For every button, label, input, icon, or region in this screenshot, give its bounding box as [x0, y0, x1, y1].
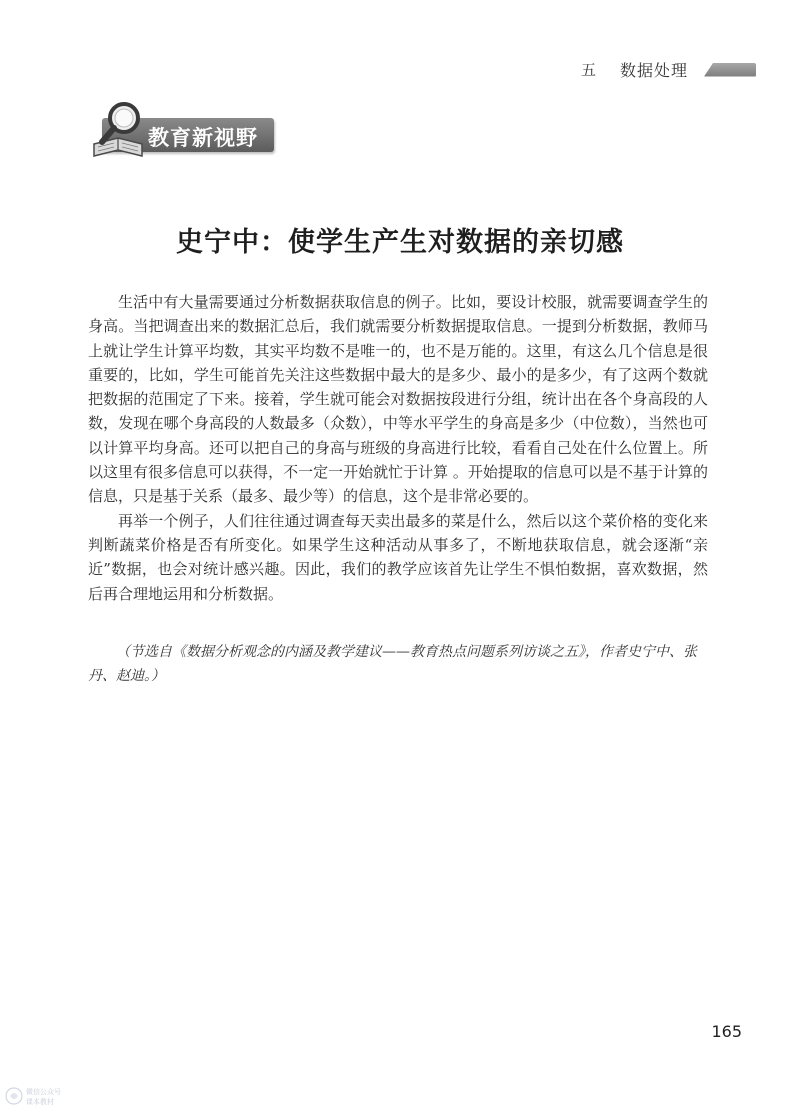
paragraph: 再举一个例子，人们往往通过调查每天卖出最多的菜是什么，然后以这个菜价格的变化来判断蔬菜价格是否有所变化。如果学生这种活动从事多了，不断地获取信息，就会逐渐“亲近”数据，也会对统计感兴趣。因此，我们的教学应该首先让学生不惧怕数据，喜欢数据，然后再合理地运用和分析数据。 [88, 511, 708, 603]
section-banner [88, 100, 274, 158]
page-number: 165 [711, 1022, 742, 1041]
running-header [581, 58, 756, 81]
chapter-title: 数据处理 [619, 61, 688, 80]
article-body [88, 290, 708, 606]
paragraph: 生活中有大量需要通过分析数据获取信息的例子。比如，要设计校服，就需要调查学生的身高。当把调查出来的数据汇总后，我们就需要分析数据提取信息。一提到分析数据，教师马上就让学生计算平均数，其实平均数不是唯一的，也不是万能的。这里，有这么几个信息是很重要的，比如，学生可能首先关注这些数据中最大的是多少、最小的是多少，有了这两个数就把数据的范围定了下来。接着，学生就可能会对数据按段进行分组，统计出在各个身高段的人数，发现在哪个身高段的人数最多（众数），中等水平学生的身高是多少（中位数），当然也可以计算平均身高。还可以把自己的身高与班级的身高进行比较，看看自己处在什么位置上。所以这里有很多信息可以获得，不一定一开始就忙于计算 。开始提取的信息可以是不基于计算的信息，只是基于关系（最多、最少等）的信息，这个是非常必要的。 [88, 293, 708, 506]
watermark-logo-icon [4, 1086, 24, 1106]
source-note: （节选自《数据分析观念的内涵及教学建议——教育热点问题系列访谈之五》，作者史宁中、张丹、赵迪。） [88, 644, 697, 684]
watermark-line: 课本教材 [26, 1098, 54, 1106]
chapter-number: 五 [580, 61, 596, 79]
banner-label: 教育新视野 [148, 126, 258, 150]
watermark-line: 微信公众号 [26, 1088, 61, 1096]
header-tab-decoration [704, 63, 756, 77]
watermark [4, 1084, 68, 1110]
article-title: 史宁中：使学生产生对数据的亲切感 [176, 227, 624, 258]
magnifier-book-icon [88, 100, 154, 160]
